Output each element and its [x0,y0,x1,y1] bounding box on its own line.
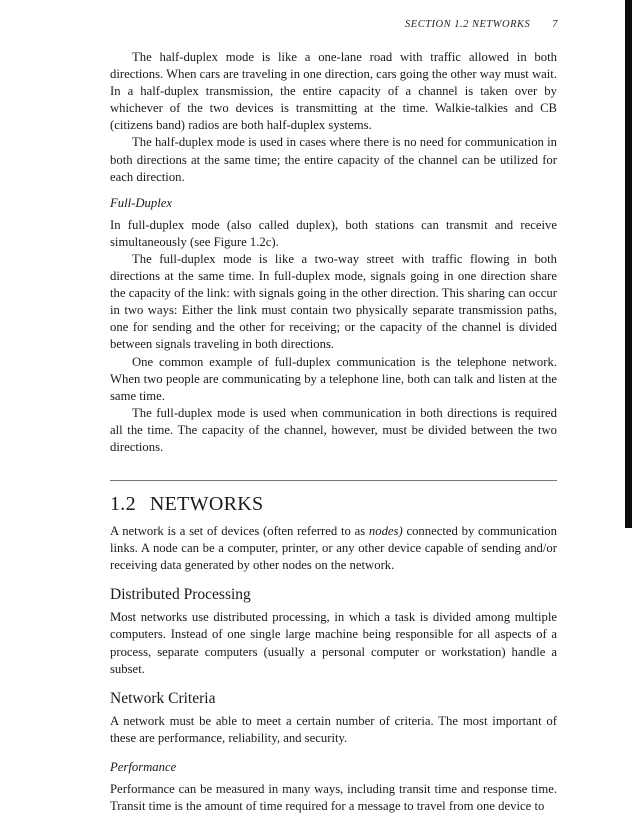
network-criteria-paragraph: A network must be able to meet a certain number of criteria. The most important of these are performance, reliability, and security. [110,713,557,745]
distributed-processing-paragraph: Most networks use distributed processing, in which a task is divided among multiple computers. Instead of one single large machine being responsible for all aspects of a process, separate computers (usually a personal computer or workstation) handle a subset. [110,610,557,676]
page-edge-bar [625,0,632,528]
half-duplex-paragraph-2: The half-duplex mode is used in cases where there is no need for communication in both directions at the same time; the entire capacity of the channel can be utilized for each direction. [110,135,557,184]
network-criteria-heading: Network Criteria [110,689,216,707]
performance-heading: Performance [110,759,177,774]
page-number: 7 [552,19,558,30]
nodes-term: nodes) [368,524,403,539]
full-duplex-paragraph-1: In full-duplex mode (also called duplex), both stations can transmit and receive simultaneously (see Figure 1.2c). [110,217,557,249]
section-name: NETWORKS [149,493,264,516]
half-duplex-paragraph-1: The half-duplex mode is like a one-lane road with traffic allowed in both directions. When cars are traveling in one direction, cars going the other way must wait. In a half-duplex transmission, the entire capacity of a channel is taken over by whichever of the two devices is transmitting at the time. Walkie-talkies and CB (citizens band) radios are both half-duplex systems. [110,50,557,133]
full-duplex-paragraph-2: The full-duplex mode is like a two-way street with traffic flowing in both directions at the same time. In full-duplex mode, signals going in one direction share the capacity of the link: with signals going in the other direction. This sharing can occur in two ways: Either the link must contain two physically separate transmission paths, one for sending and the other for receiving; or the capacity of the channel is divided between signals traveling in both directions. [110,251,557,352]
networks-intro [110,523,557,574]
section-number: 1.2 [110,493,136,516]
section-title [110,493,557,516]
networks-intro-start: A network is a set of devices (often referred to as [110,524,369,539]
full-duplex-heading: Full-Duplex [110,195,173,210]
running-head [110,19,558,30]
networks-intro-end: connected by communication links. A node can be a computer, printer, or any other device capable of sending and/or receiving data generated by other nodes on the network. [110,524,557,573]
distributed-processing-heading: Distributed Processing [110,586,251,604]
full-duplex-paragraph-3: One common example of full-duplex communication is the telephone network. When two people are communicating by a telephone line, both can talk and listen at the same time. [110,354,557,403]
performance-paragraph: Performance can be measured in many ways, including transit time and response time. Transit time is the amount of time required for a message to travel from one device to [110,781,557,813]
page-body [110,49,557,815]
running-title: SECTION 1.2 NETWORKS [405,19,531,30]
full-duplex-paragraph-4: The full-duplex mode is used when communication in both directions is required all the time. The capacity of the channel, however, must be divided between the two directions. [110,405,557,454]
section-divider [110,480,557,481]
